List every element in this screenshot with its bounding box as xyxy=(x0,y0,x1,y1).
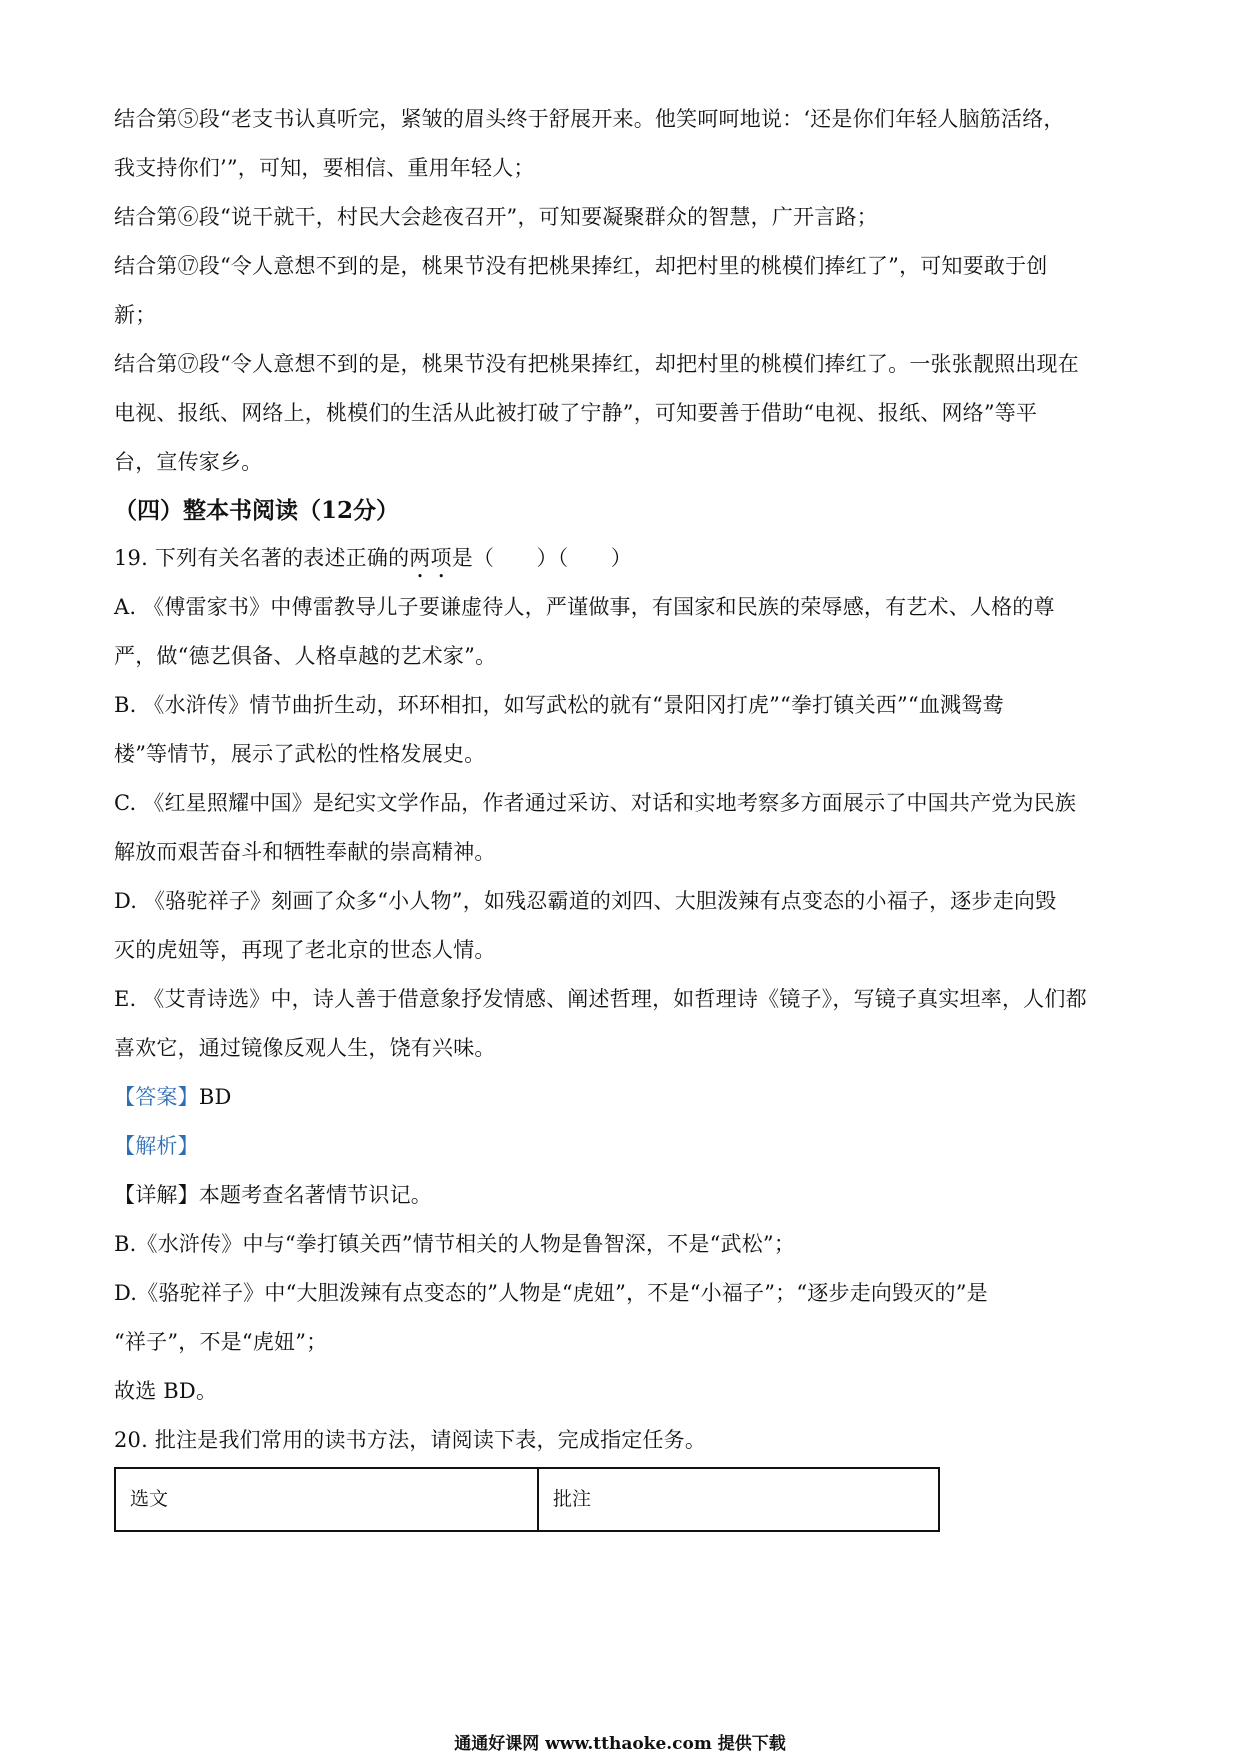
option-line: A. 《傅雷家书》中傅雷教导儿子要谦虚待人，严谨做事，有国家和民族的荣辱感，有艺术、人格的尊 xyxy=(114,595,1055,619)
option-line: B. 《水浒传》情节曲折生动，环环相扣，如写武松的就有“景阳冈打虎”“拳打镇关西”“血溅鸳鸯 xyxy=(114,693,1004,717)
analysis-block xyxy=(114,95,1134,487)
explanation-line: 故选 BD。 xyxy=(114,1379,218,1403)
option-line: 楼”等情节，展示了武松的性格发展史。 xyxy=(114,742,486,766)
table-header-selected-text: 选文 xyxy=(116,1469,539,1530)
option-line: 解放而艰苦奋斗和牺牲奉献的崇高精神。 xyxy=(114,840,496,864)
annotation-table xyxy=(114,1467,940,1532)
answer-value: BD xyxy=(198,1085,232,1109)
option-line: D. 《骆驼祥子》刻画了众多“小人物”，如残忍霸道的刘四、大胆泼辣有点变态的小福子，逐步走向毁 xyxy=(114,889,1057,913)
q19-explanation xyxy=(114,1220,1134,1416)
analysis-line: 结合第⑤段“老支书认真听完，紧皱的眉头终于舒展开来。他笑呵呵地说：‘还是你们年轻人脑筋活络， xyxy=(114,107,1065,131)
analysis-label: 【解析】 xyxy=(114,1134,199,1158)
explanation-line: B.《水浒传》中与“拳打镇关西”情节相关的人物是鲁智深，不是“武松”； xyxy=(114,1232,796,1256)
analysis-line: 新； xyxy=(114,303,157,327)
explanation-line: “祥子”，不是“虎妞”； xyxy=(114,1330,328,1354)
section-title: （四）整本书阅读（12分） xyxy=(114,497,400,524)
option-line: E. 《艾青诗选》中，诗人善于借意象抒发情感、阐述哲理，如哲理诗《镜子》，写镜子真实坦率，人们都 xyxy=(114,987,1087,1011)
detail-text: 本题考查名著情节识记。 xyxy=(198,1183,433,1207)
analysis-line: 结合第⑰段“令人意想不到的是，桃果节没有把桃果捧红，却把村里的桃模们捧红了”，可知要敢于创 xyxy=(114,254,1048,278)
analysis-line: 台，宣传家乡。 xyxy=(114,450,263,474)
question-19-stem xyxy=(114,534,1134,583)
analysis-line: 我支持你们’”，可知，要相信、重用年轻人； xyxy=(114,156,535,180)
explanation-line: D.《骆驼祥子》中“大胆泼辣有点变态的”人物是“虎妞”，不是“小福子”；“逐步走向毁灭的”是 xyxy=(114,1281,988,1305)
q19-stem-before: 19. 下列有关名著的表述正确的 xyxy=(114,546,410,570)
q19-stem-emphasis: 两项 xyxy=(409,546,452,570)
option-line: 灭的虎妞等，再现了老北京的世态人情。 xyxy=(114,938,496,962)
analysis-line: 电视、报纸、网络上，桃模们的生活从此被打破了宁静”，可知要善于借助“电视、报纸、网络”等平 xyxy=(114,401,1038,425)
detail-label: 【详解】 xyxy=(114,1183,199,1207)
detail-line xyxy=(114,1171,1134,1220)
q19-stem-after: 是（ ）（ ） xyxy=(451,546,632,570)
table-header-annotation: 批注 xyxy=(553,1488,592,1510)
analysis-line: 结合第⑰段“令人意想不到的是，桃果节没有把桃果捧红，却把村里的桃模们捧红了。一张张靓照出现在 xyxy=(114,352,1079,376)
q19-options xyxy=(114,583,1134,1073)
document-page xyxy=(114,95,1134,1532)
option-line: C. 《红星照耀中国》是纪实文学作品，作者通过采访、对话和实地考察多方面展示了中国共产党为民族 xyxy=(114,791,1077,815)
answer-line xyxy=(114,1073,1134,1122)
answer-label: 【答案】 xyxy=(114,1085,199,1109)
footer-download-note: 通通好课网 www.tthaoke.com 提供下载 xyxy=(454,1734,786,1754)
option-line: 喜欢它，通过镜像反观人生，饶有兴味。 xyxy=(114,1036,496,1060)
option-line: 严，做“德艺俱备、人格卓越的艺术家”。 xyxy=(114,644,497,668)
question-20-stem: 20. 批注是我们常用的读书方法，请阅读下表，完成指定任务。 xyxy=(114,1428,707,1452)
analysis-line: 结合第⑥段“说干就干，村民大会趁夜召开”，可知要凝聚群众的智慧，广开言路； xyxy=(114,205,878,229)
